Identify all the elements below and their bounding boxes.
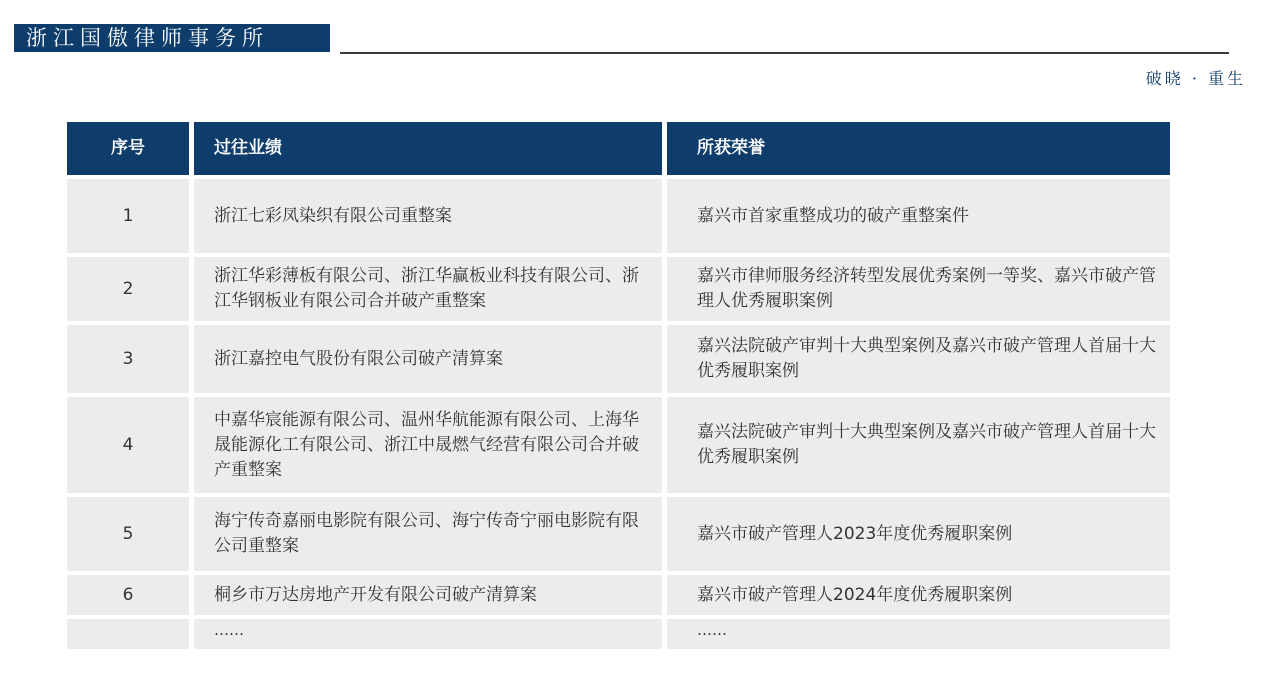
honor-text: 嘉兴法院破产审判十大典型案例及嘉兴市破产管理人首届十大优秀履职案例 bbox=[667, 397, 1170, 493]
row-number: 3 bbox=[67, 325, 189, 393]
column-header-honors: 所获荣誉 bbox=[667, 122, 1170, 175]
honor-text: 嘉兴市破产管理人2024年度优秀履职案例 bbox=[667, 575, 1170, 615]
slogan: 破晓 · 重生 bbox=[1145, 69, 1246, 88]
header-divider bbox=[340, 52, 1229, 54]
table-row bbox=[67, 179, 1170, 253]
case-name: 中嘉华宸能源有限公司、温州华航能源有限公司、上海华晟能源化工有限公司、浙江中晟燃气经营有限公司合并破产重整案 bbox=[194, 397, 662, 493]
table-row bbox=[67, 257, 1170, 321]
case-name: 浙江华彩薄板有限公司、浙江华赢板业科技有限公司、浙江华钢板业有限公司合并破产重整案 bbox=[194, 257, 662, 321]
honor-text-ellipsis: …… bbox=[667, 619, 1170, 649]
table-row bbox=[67, 397, 1170, 493]
row-number: 5 bbox=[67, 497, 189, 571]
table-row bbox=[67, 619, 1170, 649]
table-row bbox=[67, 575, 1170, 615]
performance-table bbox=[67, 122, 1170, 653]
table-row bbox=[67, 497, 1170, 571]
case-name: 桐乡市万达房地产开发有限公司破产清算案 bbox=[194, 575, 662, 615]
firm-name-banner: 浙江国傲律师事务所 bbox=[14, 24, 330, 52]
row-number: 2 bbox=[67, 257, 189, 321]
case-name: 海宁传奇嘉丽电影院有限公司、海宁传奇宁丽电影院有限公司重整案 bbox=[194, 497, 662, 571]
case-name: 浙江七彩凤染织有限公司重整案 bbox=[194, 179, 662, 253]
honor-text: 嘉兴市破产管理人2023年度优秀履职案例 bbox=[667, 497, 1170, 571]
table-row bbox=[67, 325, 1170, 393]
row-number bbox=[67, 619, 189, 649]
row-number: 4 bbox=[67, 397, 189, 493]
honor-text: 嘉兴市首家重整成功的破产重整案件 bbox=[667, 179, 1170, 253]
honor-text: 嘉兴市律师服务经济转型发展优秀案例一等奖、嘉兴市破产管理人优秀履职案例 bbox=[667, 257, 1170, 321]
case-name-ellipsis: …… bbox=[194, 619, 662, 649]
row-number: 6 bbox=[67, 575, 189, 615]
column-header-number: 序号 bbox=[67, 122, 189, 175]
column-header-past-cases: 过往业绩 bbox=[194, 122, 662, 175]
honor-text: 嘉兴法院破产审判十大典型案例及嘉兴市破产管理人首届十大优秀履职案例 bbox=[667, 325, 1170, 393]
table-header-row bbox=[67, 122, 1170, 175]
case-name: 浙江嘉控电气股份有限公司破产清算案 bbox=[194, 325, 662, 393]
row-number: 1 bbox=[67, 179, 189, 253]
